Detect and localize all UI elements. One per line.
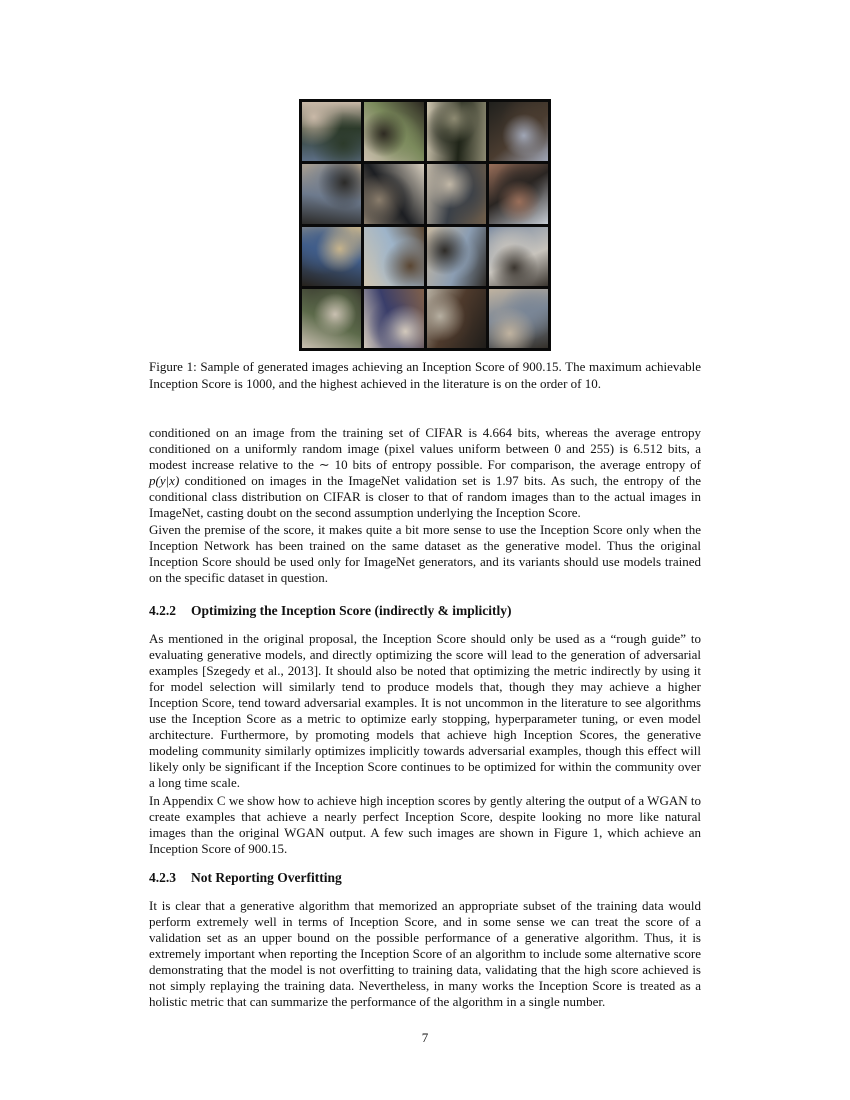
paragraph-premise-text: Given the premise of the score, it makes quite a bit more sense to use the Inception Score only when the Inception Network has been trained on the same dataset as the generative model. Thus the original Inception Score should be used only for ImageNet generators, and its variants should use models trained on the specific dataset in question.: [149, 522, 701, 585]
paragraph-appendix-text: In Appendix C we show how to achieve high inception scores by gently altering the output of a WGAN to create examples that achieve a nearly perfect Inception Score, despite looking no more like natural images than the original WGAN output. A few such images are shown in Figure 1, which achieve an Inception Score of 900.15.: [149, 793, 701, 856]
paragraph-overfitting: [149, 898, 701, 1010]
math-p-y-given-x: p(y|x): [149, 473, 180, 488]
generated-image-tile: [489, 102, 548, 161]
paragraph-entropy-text-1: conditioned on an image from the training set of CIFAR is 4.664 bits, whereas the average entropy conditioned on a uniformly random image (pixel values uniform between 0 and 255) is 6.512 bits, a modest increase relative to the ∼ 10 bits of entropy possible. For comparison, the average entropy of: [149, 425, 701, 472]
generated-image-tile: [427, 164, 486, 223]
generated-image-tile: [364, 227, 423, 286]
generated-image-tile: [302, 102, 361, 161]
generated-image-tile: [364, 164, 423, 223]
page-number: 7: [421, 1030, 429, 1045]
section-heading-4-2-3: [149, 870, 342, 886]
paragraph-optimizing-text: As mentioned in the original proposal, the Inception Score should only be used as a “rough guide” to evaluating generative models, and directly optimizing the score will lead to the generation of adversarial examples [Szegedy et al., 2013]. It should also be noted that optimizing the metric indirectly by using it for model selection will similarly tend to produce models that, though they may achieve a higher Inception Score, tend toward adversarial examples. It is not uncommon in the literature to see algorithms use the Inception Score as a metric to optimize early stopping, hyperparameter tuning, or even model architecture. Furthermore, by promoting models that achieve high Inception Scores, the generative modeling community similarly optimizes implicitly towards adversarial examples, though this effect will likely only be significant if the Inception Score continues to be optimized for within the community over a long time scale.: [149, 631, 701, 790]
generated-image-tile: [302, 164, 361, 223]
section-number: 4.2.3: [149, 870, 176, 885]
generated-image-tile: [302, 289, 361, 348]
paragraph-premise: [149, 522, 701, 586]
generated-image-tile: [489, 227, 548, 286]
paragraph-entropy: [149, 425, 701, 521]
generated-image-tile: [427, 102, 486, 161]
figure-1-image-grid: [299, 99, 551, 351]
section-heading-4-2-2: [149, 603, 511, 619]
paragraph-appendix: [149, 793, 701, 857]
generated-image-tile: [427, 289, 486, 348]
generated-image-tile: [302, 227, 361, 286]
paragraph-entropy-text-2: conditioned on images in the ImageNet validation set is 1.97 bits. As such, the entropy of the conditional class distribution on CIFAR is closer to that of random images than to the actual images in ImageNet, casting doubt on the second assumption underlying the Inception Score.: [149, 473, 701, 520]
generated-image-tile: [427, 227, 486, 286]
figure-1-caption: Figure 1: Sample of generated images achieving an Inception Score of 900.15. The maximum achievable Inception Score is 1000, and the highest achieved in the literature is on the order of 10.: [149, 359, 701, 391]
generated-image-tile: [489, 289, 548, 348]
generated-image-tile: [489, 164, 548, 223]
section-title: Not Reporting Overfitting: [191, 870, 342, 885]
section-title: Optimizing the Inception Score (indirectly & implicitly): [191, 603, 512, 618]
generated-image-tile: [364, 289, 423, 348]
section-number: 4.2.2: [149, 603, 176, 618]
paragraph-overfitting-text: It is clear that a generative algorithm that memorized an appropriate subset of the training data would perform extremely well in terms of Inception Score, and in some sense we can treat the score of a validation set as an upper bound on the possible performance of a generative algorithm. Thus, it is extremely important when reporting the Inception Score of an algorithm to include some alternative score demonstrating that the model is not overfitting to training data, validating that the high score achieved is not simply replaying the training data. Nevertheless, in many works the Inception Score is treated as a holistic metric that can summarize the performance of the algorithm in a single number.: [149, 898, 701, 1009]
generated-image-tile: [364, 102, 423, 161]
paragraph-optimizing: [149, 631, 701, 791]
